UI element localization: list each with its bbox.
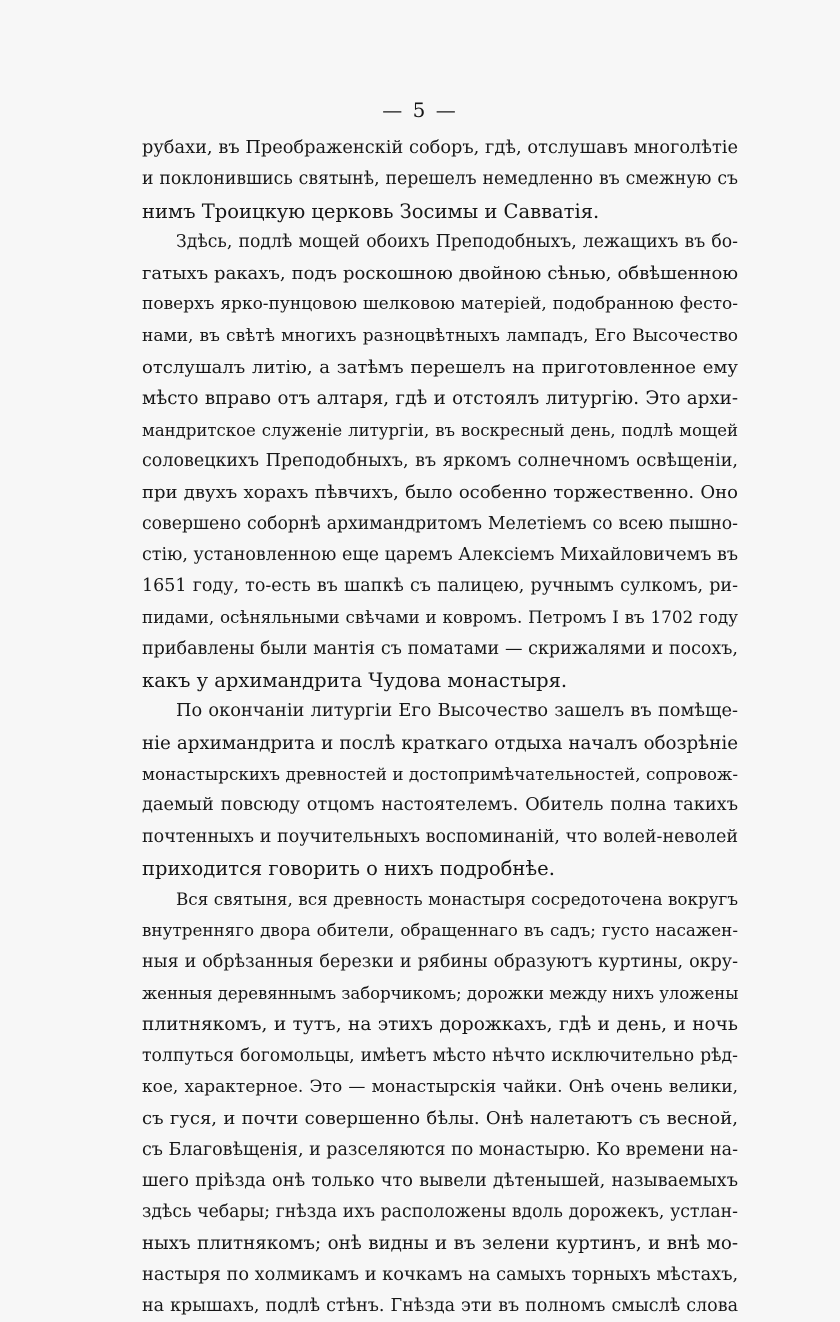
page-number: — 5 — [382,98,458,122]
text-line: соловецкихъ Преподобныхъ, въ яркомъ солнечномъ освѣщеніи, [142,450,738,471]
text-line: толпуться богомольцы, имѣетъ мѣсто нѣчто исключительно рѣд- [142,1045,738,1066]
text-line: внутренняго двора обители, обращеннаго въ садъ; густо насажен- [142,920,738,941]
text-line: пидами, осѣняльными свѣчами и ковромъ. Петромъ I въ 1702 году [142,607,738,628]
text-line: мандритское служеніе литургіи, въ воскресный день, подлѣ мощей [142,420,738,440]
body-text [142,133,738,1322]
text-line: нами, въ свѣтѣ многихъ разноцвѣтныхъ лампадъ, Его Высочество [142,325,738,346]
text-line: нимъ Троицкую церковь Зосимы и Савватія. [142,199,600,223]
text-line: 1651 году, то-есть въ шапкѣ съ палицею, ручнымъ сулкомъ, ри- [142,576,738,597]
text-line: приходится говорить о нихъ подробнѣе. [142,856,555,880]
text-line: стію, установленною еще царемъ Алексіемъ Михайловичемъ въ [142,544,738,565]
text-line: прибавлены были мантія съ поматами — скрижалями и посохъ, [142,638,738,659]
text-line: здѣсь чебары; гнѣзда ихъ расположены вдоль дорожекъ, устлан- [142,1202,738,1223]
text-line: поверхъ ярко-пунцовою шелковою матеріей, подобранною фесто- [142,294,738,315]
text-line: отслушалъ литію, а затѣмъ перешелъ на приготовленное ему [142,357,738,379]
text-line: шего пріѣзда онѣ только что вывели дѣтенышей, называемыхъ [142,1170,738,1191]
text-line: ніе архимандрита и послѣ краткаго отдыха началъ обозрѣніе [142,732,738,754]
text-line: совершено соборнѣ архимандритомъ Мелетіемъ со всею пышно- [142,513,738,534]
text-line: мѣсто вправо отъ алтаря, гдѣ и отстоялъ литургію. Это архи- [142,388,738,410]
paragraph-first-line: Вся святыня, вся древность монастыря сосредоточена вокругъ [176,889,738,910]
text-line: при двухъ хорахъ пѣвчихъ, было особенно торжественно. Оно [142,482,738,504]
paragraph-first-line: Здѣсь, подлѣ мощей обоихъ Преподобныхъ, лежащихъ въ бо- [176,231,738,252]
text-line: гатыхъ ракахъ, подъ роскошною двойною сѣнью, обвѣшенною [142,263,738,285]
text-line: на крышахъ, подлѣ стѣнъ. Гнѣзда эти въ полномъ смыслѣ слова [142,1295,738,1316]
text-line: съ гуся, и почти совершенно бѣлы. Онѣ налетаютъ съ весной, [142,1108,738,1130]
text-line: плитнякомъ, и тутъ, на этихъ дорожкахъ, гдѣ и день, и ночь [142,1014,738,1036]
text-line: ныя и обрѣзанныя березки и рябины образуютъ куртины, окру- [142,951,738,972]
text-line: почтенныхъ и поучительныхъ воспоминаній, что волей-неволей [142,826,738,847]
text-line: какъ у архимандрита Чудова монастыря. [142,669,568,693]
text-line: даемый повсюду отцомъ настоятелемъ. Обитель полна такихъ [142,795,738,816]
text-line: рубахи, въ Преображенскій соборъ, гдѣ, отслушавъ многолѣтіе [142,138,738,158]
text-line: монастырскихъ древностей и достопримѣчательностей, сопровож- [142,763,738,784]
text-line: настыря по холмикамъ и кочкамъ на самыхъ торныхъ мѣстахъ, [142,1264,739,1285]
text-line: ныхъ плитнякомъ; онѣ видны и въ зелени куртинъ, и внѣ мо- [142,1233,738,1255]
text-line: женныя деревяннымъ заборчикомъ; дорожки между нихъ уложены [142,984,739,1004]
text-line: и поклонившись святынѣ, перешелъ немедленно въ смежную съ [142,169,738,190]
text-line: кое, характерное. Это — монастырскія чайки. Онѣ очень велики, [142,1076,738,1097]
text-line: съ Благовѣщенія, и разселяются по монастырю. Ко времени на- [142,1139,739,1160]
paragraph-first-line: По окончаніи литургіи Его Высочество зашелъ въ помѣще- [176,701,738,722]
